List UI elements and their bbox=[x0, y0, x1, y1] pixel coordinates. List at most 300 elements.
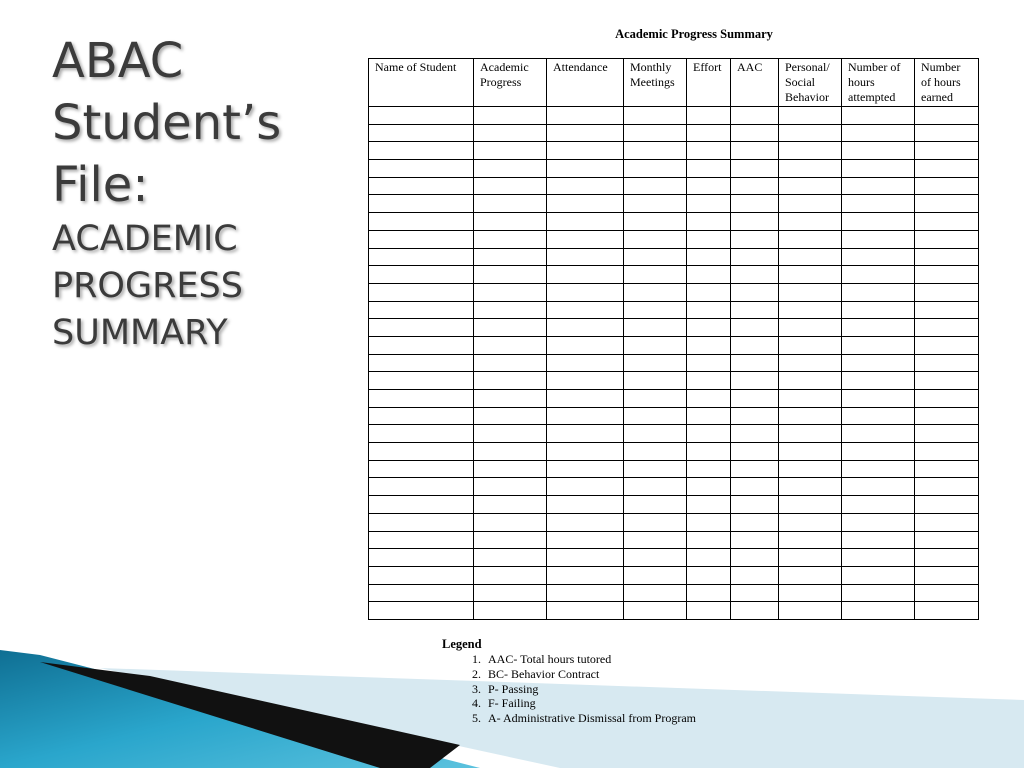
table-cell bbox=[915, 213, 979, 231]
table-row bbox=[369, 142, 979, 160]
table-cell bbox=[687, 142, 731, 160]
table-cell bbox=[842, 319, 915, 337]
table-cell bbox=[842, 496, 915, 514]
progress-summary-document bbox=[368, 22, 980, 104]
table-cell bbox=[842, 443, 915, 461]
table-cell bbox=[547, 566, 624, 584]
table-cell bbox=[915, 584, 979, 602]
table-cell bbox=[915, 407, 979, 425]
table-cell bbox=[369, 142, 474, 160]
table-cell bbox=[687, 496, 731, 514]
table-cell bbox=[731, 443, 779, 461]
table-cell bbox=[731, 266, 779, 284]
legend-title: Legend bbox=[442, 637, 482, 651]
column-header: Effort bbox=[687, 59, 731, 107]
table-cell bbox=[842, 566, 915, 584]
table-cell bbox=[779, 513, 842, 531]
table-cell bbox=[779, 372, 842, 390]
table-cell bbox=[624, 425, 687, 443]
table-cell bbox=[731, 549, 779, 567]
table-cell bbox=[779, 602, 842, 620]
table-cell bbox=[474, 160, 547, 178]
table-cell bbox=[915, 301, 979, 319]
table-cell bbox=[915, 266, 979, 284]
table-cell bbox=[915, 390, 979, 408]
table-cell bbox=[779, 195, 842, 213]
table-cell bbox=[369, 425, 474, 443]
table-cell bbox=[687, 460, 731, 478]
table-cell bbox=[779, 107, 842, 125]
table-cell bbox=[369, 266, 474, 284]
table-cell bbox=[731, 107, 779, 125]
table-row bbox=[369, 584, 979, 602]
table-cell bbox=[842, 283, 915, 301]
table-cell bbox=[779, 460, 842, 478]
table-row bbox=[369, 283, 979, 301]
table-cell bbox=[624, 301, 687, 319]
table-cell bbox=[731, 142, 779, 160]
table-cell bbox=[731, 513, 779, 531]
table-cell bbox=[547, 160, 624, 178]
table-cell bbox=[731, 372, 779, 390]
table-cell bbox=[731, 390, 779, 408]
table-cell bbox=[779, 213, 842, 231]
table-cell bbox=[779, 319, 842, 337]
table-cell bbox=[547, 319, 624, 337]
table-cell bbox=[547, 301, 624, 319]
table-row bbox=[369, 248, 979, 266]
table-cell bbox=[842, 478, 915, 496]
table-cell bbox=[842, 160, 915, 178]
table-cell bbox=[687, 584, 731, 602]
table-cell bbox=[369, 584, 474, 602]
table-cell bbox=[731, 283, 779, 301]
column-header: Number of hours earned bbox=[915, 59, 979, 107]
table-row bbox=[369, 602, 979, 620]
table-row bbox=[369, 531, 979, 549]
table-cell bbox=[547, 124, 624, 142]
table-cell bbox=[624, 336, 687, 354]
table-cell bbox=[474, 531, 547, 549]
table-cell bbox=[624, 407, 687, 425]
table-cell bbox=[624, 460, 687, 478]
table-cell bbox=[547, 584, 624, 602]
table-cell bbox=[547, 602, 624, 620]
table-cell bbox=[369, 301, 474, 319]
table-cell bbox=[842, 460, 915, 478]
legend-item: 2. BC- Behavior Contract bbox=[484, 667, 696, 682]
table-cell bbox=[842, 584, 915, 602]
title-line-1: ABAC bbox=[52, 33, 184, 89]
table-row bbox=[369, 230, 979, 248]
table-cell bbox=[731, 124, 779, 142]
table-cell bbox=[731, 319, 779, 337]
legend-item: 5. A- Administrative Dismissal from Program bbox=[484, 711, 696, 726]
table-cell bbox=[842, 301, 915, 319]
table-cell bbox=[779, 566, 842, 584]
table-cell bbox=[624, 319, 687, 337]
table-cell bbox=[624, 390, 687, 408]
table-cell bbox=[842, 602, 915, 620]
table-cell bbox=[731, 336, 779, 354]
table-cell bbox=[624, 283, 687, 301]
table-cell bbox=[474, 266, 547, 284]
table-cell bbox=[547, 195, 624, 213]
table-cell bbox=[915, 443, 979, 461]
table-cell bbox=[687, 513, 731, 531]
legend-list bbox=[442, 652, 696, 726]
table-cell bbox=[915, 513, 979, 531]
table-cell bbox=[731, 230, 779, 248]
table-cell bbox=[624, 584, 687, 602]
table-cell bbox=[547, 460, 624, 478]
table-cell bbox=[624, 531, 687, 549]
table-cell bbox=[369, 195, 474, 213]
table-cell bbox=[687, 301, 731, 319]
table-cell bbox=[624, 124, 687, 142]
table-cell bbox=[624, 177, 687, 195]
table-cell bbox=[547, 549, 624, 567]
table-cell bbox=[779, 407, 842, 425]
table-cell bbox=[779, 142, 842, 160]
table-cell bbox=[547, 213, 624, 231]
table-cell bbox=[369, 407, 474, 425]
table-cell bbox=[915, 496, 979, 514]
table-cell bbox=[474, 602, 547, 620]
legend-item: 3. P- Passing bbox=[484, 682, 696, 697]
table-row bbox=[369, 478, 979, 496]
document-title: Academic Progress Summary bbox=[615, 27, 773, 41]
table-cell bbox=[474, 566, 547, 584]
table-row bbox=[369, 354, 979, 372]
table-cell bbox=[842, 531, 915, 549]
table-cell bbox=[779, 496, 842, 514]
slide-title bbox=[52, 30, 352, 357]
table-cell bbox=[731, 301, 779, 319]
table-cell bbox=[842, 425, 915, 443]
column-header: AAC bbox=[731, 59, 779, 107]
table-cell bbox=[731, 160, 779, 178]
table-cell bbox=[731, 425, 779, 443]
table-cell bbox=[915, 177, 979, 195]
table-cell bbox=[624, 195, 687, 213]
table-cell bbox=[624, 496, 687, 514]
table-row bbox=[369, 266, 979, 284]
legend-item: 4. F- Failing bbox=[484, 696, 696, 711]
table-row bbox=[369, 195, 979, 213]
table-header-row bbox=[369, 59, 979, 107]
table-cell bbox=[779, 425, 842, 443]
table-cell bbox=[915, 566, 979, 584]
table-cell bbox=[915, 531, 979, 549]
table-cell bbox=[731, 478, 779, 496]
table-cell bbox=[842, 336, 915, 354]
table-cell bbox=[547, 230, 624, 248]
table-cell bbox=[731, 531, 779, 549]
table-cell bbox=[369, 478, 474, 496]
table-cell bbox=[687, 407, 731, 425]
table-cell bbox=[687, 160, 731, 178]
table-cell bbox=[687, 425, 731, 443]
table-cell bbox=[474, 407, 547, 425]
table-cell bbox=[474, 443, 547, 461]
table-cell bbox=[369, 124, 474, 142]
table-cell bbox=[915, 124, 979, 142]
column-header: Number of hours attempted bbox=[842, 59, 915, 107]
table-cell bbox=[474, 213, 547, 231]
table-cell bbox=[687, 390, 731, 408]
table-cell bbox=[842, 124, 915, 142]
table-cell bbox=[474, 177, 547, 195]
table-cell bbox=[687, 177, 731, 195]
table-cell bbox=[474, 301, 547, 319]
table-cell bbox=[779, 266, 842, 284]
table-cell bbox=[369, 549, 474, 567]
table-cell bbox=[474, 372, 547, 390]
table-cell bbox=[842, 513, 915, 531]
table-row bbox=[369, 177, 979, 195]
table-cell bbox=[842, 390, 915, 408]
table-cell bbox=[474, 496, 547, 514]
table-cell bbox=[842, 266, 915, 284]
table-cell bbox=[842, 107, 915, 125]
table-cell bbox=[779, 301, 842, 319]
table-cell bbox=[547, 443, 624, 461]
table-cell bbox=[687, 602, 731, 620]
table-cell bbox=[474, 142, 547, 160]
table-cell bbox=[474, 195, 547, 213]
table-cell bbox=[731, 407, 779, 425]
table-cell bbox=[687, 478, 731, 496]
table-cell bbox=[779, 443, 842, 461]
table-cell bbox=[842, 142, 915, 160]
table-cell bbox=[624, 142, 687, 160]
table-cell bbox=[731, 496, 779, 514]
table-cell bbox=[842, 407, 915, 425]
table-row bbox=[369, 336, 979, 354]
table-cell bbox=[624, 230, 687, 248]
table-cell bbox=[915, 195, 979, 213]
table-cell bbox=[687, 124, 731, 142]
table-cell bbox=[842, 177, 915, 195]
table-cell bbox=[687, 266, 731, 284]
table-cell bbox=[369, 248, 474, 266]
table-cell bbox=[687, 354, 731, 372]
table-cell bbox=[687, 283, 731, 301]
table-cell bbox=[687, 230, 731, 248]
table-cell bbox=[369, 230, 474, 248]
table-cell bbox=[369, 213, 474, 231]
table-row bbox=[369, 372, 979, 390]
table-cell bbox=[687, 336, 731, 354]
table-cell bbox=[369, 372, 474, 390]
table-cell bbox=[624, 266, 687, 284]
table-cell bbox=[547, 513, 624, 531]
table-cell bbox=[369, 283, 474, 301]
table-cell bbox=[547, 496, 624, 514]
table-cell bbox=[779, 336, 842, 354]
table-cell bbox=[547, 177, 624, 195]
table-cell bbox=[731, 460, 779, 478]
table-cell bbox=[474, 248, 547, 266]
table-cell bbox=[624, 566, 687, 584]
table-cell bbox=[687, 319, 731, 337]
table-cell bbox=[915, 425, 979, 443]
table-cell bbox=[687, 531, 731, 549]
table-cell bbox=[779, 177, 842, 195]
table-cell bbox=[915, 107, 979, 125]
table-cell bbox=[731, 602, 779, 620]
table-cell bbox=[369, 460, 474, 478]
column-header: Personal/ Social Behavior bbox=[779, 59, 842, 107]
table-cell bbox=[915, 160, 979, 178]
table-cell bbox=[779, 248, 842, 266]
table-cell bbox=[369, 336, 474, 354]
table-cell bbox=[624, 478, 687, 496]
table-cell bbox=[731, 177, 779, 195]
table-cell bbox=[624, 602, 687, 620]
table-cell bbox=[369, 390, 474, 408]
table-cell bbox=[474, 283, 547, 301]
table-cell bbox=[842, 372, 915, 390]
table-cell bbox=[779, 478, 842, 496]
table-row bbox=[369, 496, 979, 514]
table-cell bbox=[474, 513, 547, 531]
table-cell bbox=[547, 354, 624, 372]
table-cell bbox=[547, 248, 624, 266]
table-cell bbox=[779, 549, 842, 567]
table-cell bbox=[624, 443, 687, 461]
table-cell bbox=[369, 496, 474, 514]
table-cell bbox=[624, 160, 687, 178]
table-cell bbox=[731, 213, 779, 231]
table-cell bbox=[687, 213, 731, 231]
table-cell bbox=[547, 390, 624, 408]
table-cell bbox=[369, 531, 474, 549]
table-row bbox=[369, 124, 979, 142]
table-row bbox=[369, 425, 979, 443]
table-row bbox=[369, 513, 979, 531]
table-cell bbox=[624, 549, 687, 567]
table-cell bbox=[624, 513, 687, 531]
table-cell bbox=[915, 549, 979, 567]
table-cell bbox=[474, 584, 547, 602]
table-cell bbox=[687, 443, 731, 461]
table-cell bbox=[474, 478, 547, 496]
table-cell bbox=[687, 549, 731, 567]
table-row bbox=[369, 566, 979, 584]
legend-item: 1. AAC- Total hours tutored bbox=[484, 652, 696, 667]
table-cell bbox=[779, 160, 842, 178]
table-cell bbox=[687, 195, 731, 213]
table-cell bbox=[547, 107, 624, 125]
table-cell bbox=[624, 248, 687, 266]
table-cell bbox=[474, 319, 547, 337]
table-row bbox=[369, 213, 979, 231]
table-cell bbox=[474, 107, 547, 125]
table-cell bbox=[842, 230, 915, 248]
table-cell bbox=[547, 531, 624, 549]
table-cell bbox=[842, 549, 915, 567]
table-cell bbox=[915, 248, 979, 266]
column-header: Monthly Meetings bbox=[624, 59, 687, 107]
table-cell bbox=[369, 107, 474, 125]
table-row bbox=[369, 301, 979, 319]
table-body bbox=[369, 107, 979, 620]
table-cell bbox=[915, 602, 979, 620]
subtitle-line-3: SUMMARY bbox=[52, 313, 228, 353]
table-cell bbox=[624, 354, 687, 372]
table-cell bbox=[915, 460, 979, 478]
table-cell bbox=[731, 354, 779, 372]
table-cell bbox=[915, 478, 979, 496]
table-cell bbox=[915, 283, 979, 301]
table-cell bbox=[779, 390, 842, 408]
table-cell bbox=[624, 213, 687, 231]
table-cell bbox=[842, 354, 915, 372]
legend bbox=[442, 637, 696, 726]
table-cell bbox=[687, 248, 731, 266]
table-cell bbox=[547, 336, 624, 354]
column-header: Academic Progress bbox=[474, 59, 547, 107]
table-cell bbox=[547, 407, 624, 425]
table-cell bbox=[474, 390, 547, 408]
table-row bbox=[369, 407, 979, 425]
table-row bbox=[369, 107, 979, 125]
table-cell bbox=[474, 124, 547, 142]
table-cell bbox=[779, 354, 842, 372]
table-cell bbox=[842, 213, 915, 231]
table-cell bbox=[915, 372, 979, 390]
table-row bbox=[369, 460, 979, 478]
table-cell bbox=[731, 195, 779, 213]
table-cell bbox=[731, 248, 779, 266]
subtitle-line-1: ACADEMIC bbox=[52, 219, 238, 259]
table-cell bbox=[547, 266, 624, 284]
table-cell bbox=[547, 142, 624, 160]
table-cell bbox=[915, 336, 979, 354]
table-cell bbox=[369, 566, 474, 584]
table-cell bbox=[779, 124, 842, 142]
table-cell bbox=[915, 354, 979, 372]
table-cell bbox=[547, 283, 624, 301]
table-cell bbox=[474, 425, 547, 443]
table-cell bbox=[369, 160, 474, 178]
table-row bbox=[369, 319, 979, 337]
progress-table bbox=[368, 58, 979, 620]
table-cell bbox=[474, 549, 547, 567]
table-cell bbox=[369, 443, 474, 461]
table-cell bbox=[687, 372, 731, 390]
table-cell bbox=[842, 248, 915, 266]
table-cell bbox=[369, 177, 474, 195]
table-cell bbox=[624, 372, 687, 390]
table-row bbox=[369, 390, 979, 408]
table-cell bbox=[474, 460, 547, 478]
table-cell bbox=[915, 142, 979, 160]
table-cell bbox=[369, 602, 474, 620]
table-cell bbox=[474, 336, 547, 354]
table-cell bbox=[779, 584, 842, 602]
title-line-3: File: bbox=[52, 157, 149, 213]
table-row bbox=[369, 160, 979, 178]
table-cell bbox=[547, 372, 624, 390]
table-cell bbox=[731, 566, 779, 584]
table-cell bbox=[779, 283, 842, 301]
table-cell bbox=[842, 195, 915, 213]
table-cell bbox=[547, 425, 624, 443]
table-cell bbox=[624, 107, 687, 125]
